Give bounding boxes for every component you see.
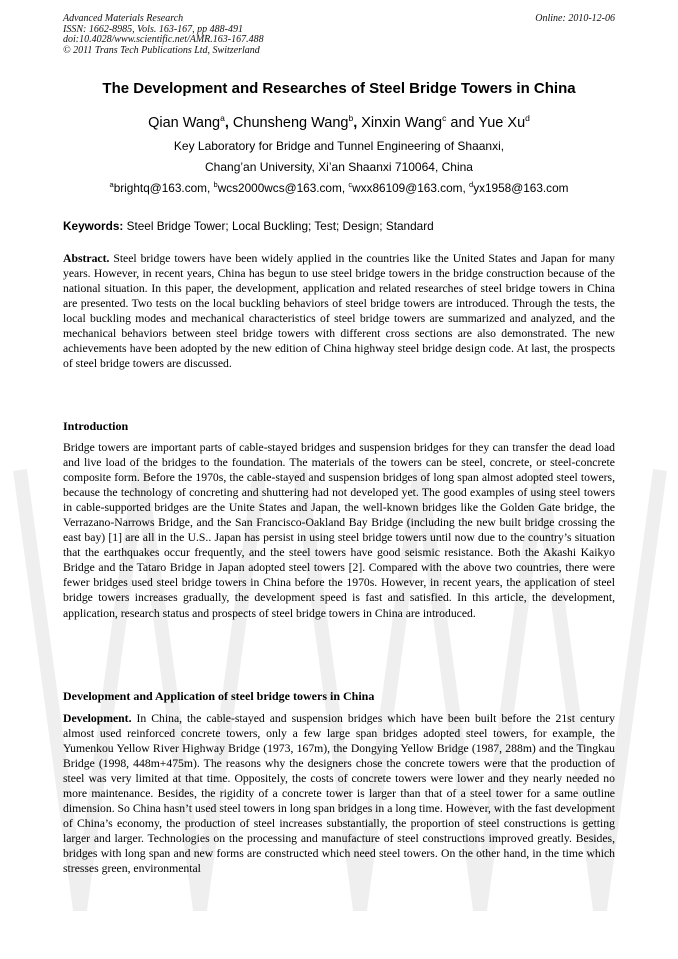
email-superscript: d	[469, 180, 474, 189]
development-label: Development.	[63, 712, 132, 725]
affiliation-line-2: Chang’an University, Xi’an Shaanxi 710064, China	[205, 160, 473, 174]
keywords-text: Steel Bridge Tower; Local Buckling; Test; Design; Standard	[123, 219, 434, 233]
author-list	[63, 113, 615, 131]
development-paragraph	[63, 711, 615, 877]
abstract-paragraph	[63, 251, 615, 371]
author-name: Chunsheng Wang	[232, 115, 349, 131]
author-superscript: d	[525, 113, 530, 123]
development-text: In China, the cable-stayed and suspension bridges which have been built before the 21st century almost used reinforced concrete towers, only a few large span bridges adopted steel towers, for example, the Yumenkou Yellow River Highway Bridge (1973, 167m), the Dongying Yellow Bridge (1987, 288m) and the Tingkau Bridge (1998, 448m+475m). The reasons why the designers chose the concrete towers were that the production of steel was very limited at that time. Oppositely, the costs of concrete towers were lower and they nearly needed no more maintenance. Besides, the rigidity of a concrete tower is larger than that of a steel tower for a same outline dimension. So China hasn’t used steel towers in long span bridges in a long time. However, with the fast development of China’s economy, the production of steel increases substantially, the proportion of steel constructions is getting larger and larger. Technologies on the processing and manufacture of steel constructions improved greatly. Besides, bridges with long span and new forms are constructed which need steel towers. On the other hand, in the time which stresses green, environmental	[63, 712, 615, 876]
introduction-paragraph: Bridge towers are important parts of cable-stayed bridges and suspension bridges for they can transfer the dead load and live load of the bridges to the foundation. The materials of the towers can be steel, concrete, or steel-concrete composite form. Before the 1970s, the cable-stayed and suspension bridges of long span almost adopted steel towers, because the technology of concreting and shuttering had not developed yet. The good examples of using steel towers in cable-supported bridges are the Unite States and Japan, the well-known bridges like the Golden Gate bridge, the Verrazano-Narrows Bridge, and the San Francisco-Oakland Bay Bridge (including the new built bridge crossing the east bay) [1] are all in the U.S.. Japan has persist in using steel bridge towers until now due to the country’s situation that the earthquakes occur frequently, and the steel towers have good seismic resistance. Both the Akashi Kaikyo Bridge and the Tataro Bridge in Japan adopted steel towers [2]. Compared with the above two countries, there were fewer bridges used steel bridge towers in China before the 1970s. However, in recent years, the application of steel bridge towers increases gradually, the development speed is fast and satisfied. In this article, the development, application, research status and prospects of steel bridge towers in China are introduced.	[63, 441, 615, 620]
author-name: Yue Xu	[478, 115, 526, 131]
email-superscript: b	[213, 180, 218, 189]
email-superscript: c	[348, 180, 353, 189]
journal-header	[63, 14, 264, 56]
copyright-line: © 2011 Trans Tech Publications Ltd, Switzerland	[63, 44, 260, 56]
issn-line: ISSN: 1662-8985, Vols. 163-167, pp 488-491	[63, 23, 243, 35]
paper-title: The Development and Researches of Steel Bridge Towers in China	[102, 80, 576, 97]
author-emails	[63, 180, 615, 195]
abstract-text: Steel bridge towers have been widely applied in the countries like the United States and Japan for many years. However, in recent years, China has begun to use steel bridge towers in the bridge construction because of the national situation. In this paper, the development, application and related researches of steel bridge towers in China are presented. Two tests on the local buckling behaviors of steel bridge towers are introduced. Through the tests, the local buckling modes and mechanical characteristics of steel bridge towers are summarized and analyzed, and the mechanical behaviors between steel bridge towers with different cross sections are also demonstrated. The new achievements have been adopted by the new edition of China highway steel bridge design code. At last, the prospects of steel bridge towers are discussed.	[63, 252, 615, 371]
author-separator: and	[446, 115, 479, 131]
author-superscript: c	[442, 113, 447, 123]
email-address: yx1958@163.com	[473, 181, 569, 195]
keywords-line	[63, 219, 615, 233]
author-separator: ,	[224, 115, 233, 131]
abstract-label: Abstract.	[63, 252, 110, 265]
email-address: brightq@163.com,	[113, 181, 214, 195]
email-address: wcs2000wcs@163.com,	[217, 181, 349, 195]
introduction-heading: Introduction	[63, 419, 129, 433]
email-address: wxx86109@163.com,	[352, 181, 470, 195]
section-heading: Development and Application of steel bridge towers in China	[63, 689, 375, 703]
doi-line: doi:10.4028/www.scientific.net/AMR.163-167.488	[63, 34, 264, 45]
author-name: Xinxin Wang	[361, 115, 443, 131]
author-name: Qian Wang	[148, 115, 221, 131]
affiliation-line-1: Key Laboratory for Bridge and Tunnel Engineering of Shaanxi,	[173, 139, 505, 153]
email-superscript: a	[109, 180, 114, 189]
author-superscript: a	[220, 113, 225, 123]
online-date: Online: 2010-12-06	[535, 13, 615, 24]
author-superscript: b	[348, 113, 354, 123]
journal-name: Advanced Materials Research	[63, 13, 184, 24]
author-separator: ,	[353, 115, 362, 131]
keywords-label: Keywords:	[63, 219, 124, 233]
